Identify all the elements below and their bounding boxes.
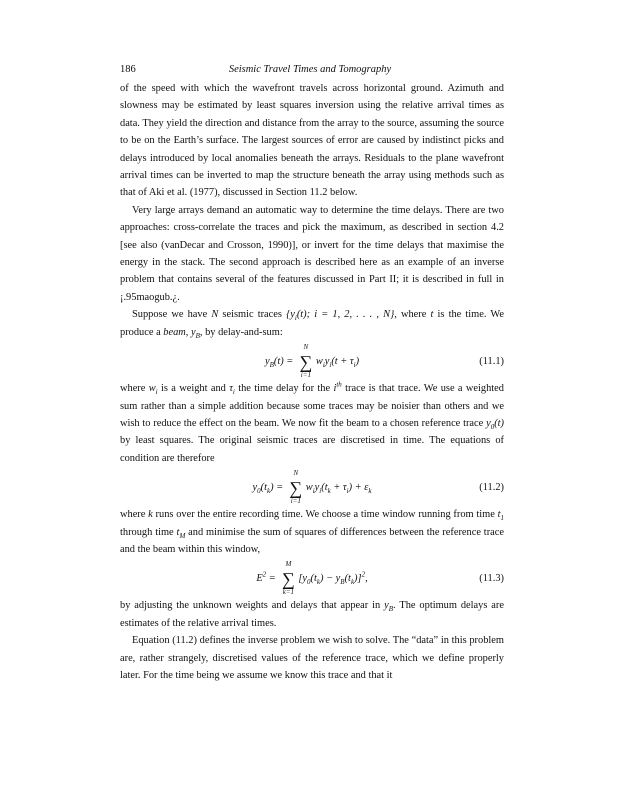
paragraph-4 bbox=[120, 380, 504, 467]
text-run: Suppose we have bbox=[132, 309, 212, 321]
math-sub: i bbox=[232, 388, 235, 397]
sigma-glyph: ∑ bbox=[299, 351, 313, 372]
math-run: t bbox=[497, 509, 501, 521]
math-sub: k bbox=[327, 487, 331, 496]
paragraph-3 bbox=[120, 306, 504, 341]
math-run: ) − y bbox=[320, 573, 341, 585]
sum-lower-limit: i=1 bbox=[300, 370, 311, 379]
math-y0 bbox=[486, 418, 504, 429]
math-run: (t bbox=[321, 482, 328, 494]
sum-lower-limit: k=1 bbox=[282, 587, 295, 596]
math-sub: B bbox=[388, 605, 394, 614]
math-run: y bbox=[252, 482, 258, 494]
page-number: 186 bbox=[120, 64, 136, 75]
math-sub: M bbox=[179, 531, 186, 540]
math-run: = bbox=[266, 573, 279, 585]
math-run: (t bbox=[310, 573, 317, 585]
math-sup: 2 bbox=[361, 570, 366, 579]
equation-11-2 bbox=[120, 468, 504, 505]
math-sub: 0 bbox=[490, 422, 495, 431]
text-run: runs over the entire recording time. We choose a time window running from time bbox=[152, 509, 498, 521]
math-run: )] bbox=[354, 573, 362, 585]
math-run: y bbox=[191, 326, 196, 338]
equation-body bbox=[120, 342, 504, 379]
math-run: ) = bbox=[270, 482, 286, 494]
math-sub: k bbox=[368, 487, 372, 496]
math-run: E bbox=[256, 573, 263, 585]
text-run: . The optimum delays are estimates of the relative arrival times. bbox=[120, 600, 504, 629]
text-run: where bbox=[120, 383, 149, 395]
math-run: (t + τ bbox=[331, 356, 354, 368]
summation-symbol bbox=[280, 559, 296, 596]
text-run: where bbox=[120, 509, 149, 521]
math-trace-set bbox=[286, 309, 395, 323]
equation-number: (11.3) bbox=[479, 573, 504, 585]
math-run: ) bbox=[355, 356, 360, 368]
sigma-glyph: ∑ bbox=[289, 477, 303, 498]
math-run: y bbox=[314, 482, 320, 494]
text-run: by least squares. The original seismic traces are discretised in time. The equations of condition are therefore bbox=[120, 435, 504, 464]
math-sub: i bbox=[312, 487, 315, 496]
math-sub: i bbox=[319, 487, 322, 496]
text-run: is a weight and bbox=[157, 383, 230, 395]
math-run: {y bbox=[286, 309, 295, 321]
math-k: k bbox=[148, 509, 153, 521]
math-run: w bbox=[148, 383, 156, 395]
math-sub: i bbox=[346, 487, 349, 496]
sum-upper-limit: M bbox=[285, 559, 292, 568]
paragraph-7: Equation (11.2) defines the inverse problem we wish to solve. The “data” in this problem are, rather strangely, discretised values of the reference trace, which we define properly later. For the time being we assume we know this trace and that it bbox=[120, 635, 504, 681]
math-sub: i bbox=[353, 361, 356, 370]
math-run: (t) = bbox=[273, 356, 296, 368]
running-header bbox=[120, 62, 500, 78]
text-run: and minimise the sum of squares of differences between the reference trace and the beam within this window, bbox=[120, 526, 504, 555]
sum-upper-limit: N bbox=[293, 468, 299, 477]
sum-upper-limit: N bbox=[303, 342, 309, 351]
text-run: is the time. We produce a bbox=[120, 309, 504, 338]
math-run: + τ bbox=[330, 482, 347, 494]
text-run: , bbox=[185, 326, 191, 338]
equation-body bbox=[120, 468, 504, 505]
text-run: , by delay-and-sum: bbox=[199, 326, 283, 338]
math-sub: 1 bbox=[500, 514, 504, 523]
math-run: w bbox=[315, 356, 323, 368]
math-sub: i bbox=[155, 388, 158, 397]
math-sub: i bbox=[294, 314, 297, 323]
sigma-glyph: ∑ bbox=[281, 568, 295, 589]
paragraph-2: Very large arrays demand an automatic way to determine the time delays. There are two approaches: cross-correlate the traces and pick the maximum, as described in section 4.2 [see also (vanDecar and Crosson, 1990)], or invert for the time delays that maximise the energy in the stack. The second approach is described here as an example of an inverse problem that contains several of the features discussed in Part II; it is described in full in ¡.95maogub.¿. bbox=[120, 204, 504, 303]
math-run: i bbox=[333, 383, 337, 395]
math-run: w bbox=[305, 482, 313, 494]
running-title: Seismic Travel Times and Tomography bbox=[228, 64, 392, 75]
equation-number: (11.2) bbox=[479, 482, 504, 494]
text-run: seismic traces bbox=[218, 309, 287, 321]
math-sub: k bbox=[267, 487, 271, 496]
summation-symbol bbox=[288, 468, 304, 505]
sum-lower-limit: i=1 bbox=[290, 496, 301, 505]
math-run: τ bbox=[229, 383, 233, 395]
math-tM bbox=[177, 527, 186, 538]
math-sub: B bbox=[340, 578, 345, 587]
math-sub: B bbox=[195, 331, 200, 340]
math-sup: th bbox=[336, 380, 342, 389]
paragraph-6 bbox=[120, 597, 504, 632]
math-run: y bbox=[264, 356, 270, 368]
math-run: [y bbox=[298, 573, 308, 585]
math-ith bbox=[333, 380, 342, 395]
text-run: trace is that trace. We use a weighted sum rather than a simple addition because some traces may be noisier than others and we wish to reduce the effect on the beam. We now fit the beam to a chosen reference trace bbox=[120, 383, 504, 429]
math-run: , bbox=[365, 573, 368, 585]
math-run: ) + ε bbox=[348, 482, 369, 494]
emphasis-beam: beam bbox=[163, 326, 186, 338]
math-sub: B bbox=[269, 361, 274, 370]
math-run: t bbox=[176, 526, 180, 538]
math-sub: i bbox=[322, 361, 325, 370]
equation-body bbox=[120, 559, 504, 596]
equation-number: (11.1) bbox=[479, 356, 504, 368]
math-run: y bbox=[324, 356, 330, 368]
math-t: t bbox=[430, 309, 434, 321]
math-yB bbox=[384, 600, 394, 614]
math-sub: i bbox=[329, 361, 332, 370]
math-N: N bbox=[211, 309, 219, 321]
math-run: y bbox=[486, 417, 491, 429]
equation-11-1 bbox=[120, 342, 504, 379]
paragraph-5 bbox=[120, 506, 504, 558]
text-run: , where bbox=[394, 309, 431, 321]
math-yB bbox=[191, 327, 200, 338]
summation-symbol bbox=[298, 342, 314, 379]
math-sup: 2 bbox=[262, 570, 267, 579]
math-run: y bbox=[384, 600, 389, 612]
math-run: (t); i = 1, 2, . . . , N} bbox=[296, 309, 395, 321]
math-t1 bbox=[497, 509, 504, 523]
equation-11-3 bbox=[120, 559, 504, 596]
text-run: by adjusting the unknown weights and delays that appear in bbox=[120, 600, 385, 612]
math-wi bbox=[148, 383, 158, 397]
body-text bbox=[120, 80, 504, 684]
math-sub: 0 bbox=[257, 487, 261, 496]
math-sub: k bbox=[316, 578, 321, 587]
math-run: (t bbox=[260, 482, 267, 494]
math-sub: 0 bbox=[307, 578, 311, 587]
text-run: the time delay for the bbox=[234, 383, 334, 395]
math-sub: k bbox=[350, 578, 355, 587]
math-run: (t) bbox=[494, 417, 504, 429]
paragraph-1: of the speed with which the wavefront travels across horizontal ground. Azimuth and slowness may be estimated by least squares inversion using the relative arrival times as data. They yield the direction and distance from the array to the source, assuming the source to be on the Earth’s surface. The largest sources of error are caused by indistinct picks and delays introduced by local anomalies beneath the arrays. Residuals to the plane wavefront arrival times can be inverted to map the structure beneath the array using methods such as that of Aki et al. (1977), discussed in Section 11.2 below. bbox=[120, 83, 504, 199]
math-run: (t bbox=[344, 573, 351, 585]
text-run: through time bbox=[120, 526, 177, 538]
